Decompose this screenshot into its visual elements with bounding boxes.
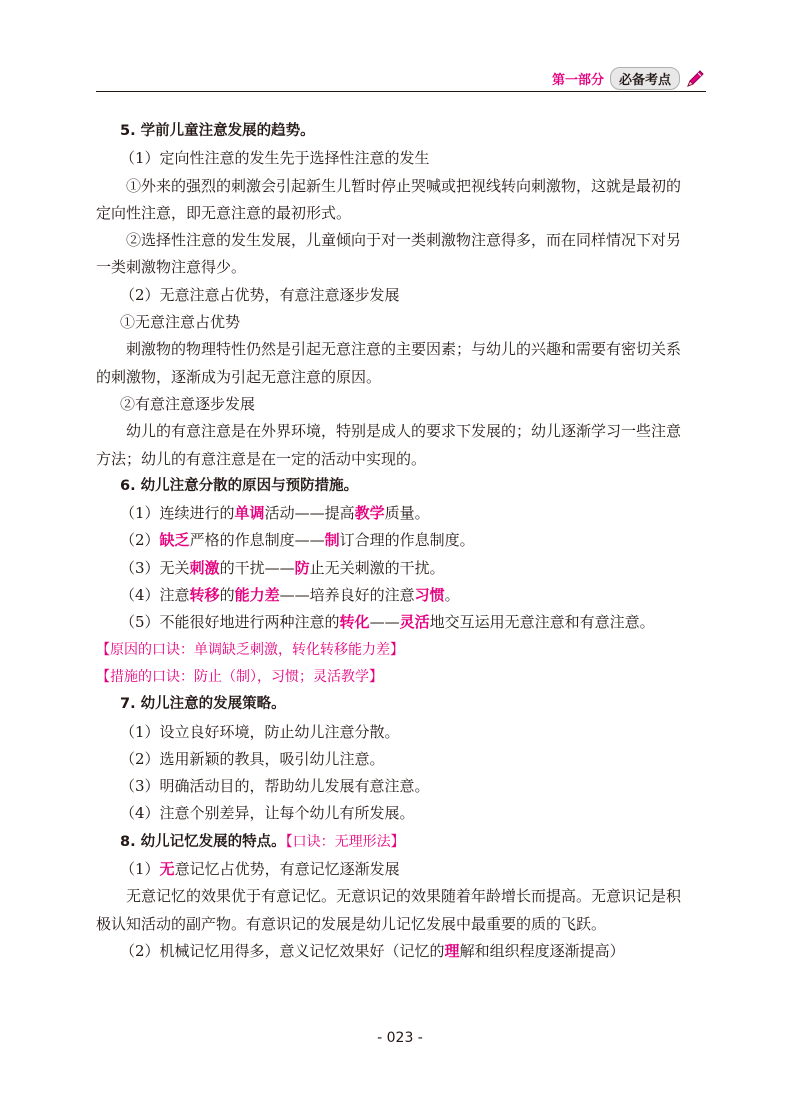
part-label: 第一部分 — [551, 73, 604, 88]
list-item: （1）无意记忆占优势，有意记忆逐渐发展 — [120, 860, 400, 879]
list-item: （4）注意个别差异，让每个幼儿有所发展。 — [120, 804, 415, 823]
list-item: （2）缺乏严格的作息制度——制订合理的作息制度。 — [120, 531, 475, 550]
header-label-group — [552, 67, 706, 90]
paragraph-line: （2）无意注意占优势，有意注意逐步发展 — [120, 285, 400, 304]
paragraph-line: 幼儿的有意注意是在外界环境，特别是成人的要求下发展的；幼儿逐渐学习一些注意 — [126, 422, 682, 441]
list-item: （3）明确活动目的，帮助幼儿发展有意注意。 — [120, 777, 430, 796]
paragraph-line: 无意记忆的效果优于有意记忆。无意识记的效果随着年龄增长而提高。无意识记是积 — [126, 887, 682, 906]
section-heading-5: 5. 学前儿童注意发展的趋势。 — [120, 123, 315, 139]
header-rule — [96, 91, 706, 92]
paragraph-line: 方法；幼儿的有意注意是在一定的活动中实现的。 — [96, 449, 427, 468]
list-item: （1）连续进行的单调活动——提高教学质量。 — [120, 504, 430, 523]
page-number: - 023 - — [377, 1030, 423, 1046]
list-item: （3）无关刺激的干扰——防止无关刺激的干扰。 — [120, 558, 445, 577]
paragraph-line: ②选择性注意的发生发展，儿童倾向于对一类刺激物注意得多，而在同样情况下对另 — [126, 231, 682, 250]
section-heading-8: 8. 幼儿记忆发展的特点。【口诀：无理形法】 — [120, 833, 405, 850]
paragraph-line: ①无意注意占优势 — [120, 313, 241, 332]
section-heading-7: 7. 幼儿注意的发展策略。 — [120, 696, 286, 713]
pencil-icon — [684, 68, 706, 90]
paragraph-line: 定向性注意，即无意注意的最初形式。 — [96, 203, 352, 222]
paragraph-line: ②有意注意逐步发展 — [120, 394, 256, 413]
mnemonic-tip: 【原因的口诀：单调缺乏刺激，转化转移能力差】 — [96, 641, 404, 658]
section-heading-6: 6. 幼儿注意分散的原因与预防措施。 — [120, 477, 359, 494]
paragraph-line: ①外来的强烈的刺激会引起新生儿暂时停止哭喊或把视线转向刺激物，这就是最初的 — [126, 176, 682, 195]
list-item: （4）注意转移的能力差——培养良好的注意习惯。 — [120, 586, 460, 605]
page-body — [96, 118, 706, 965]
list-item: （1）设立良好环境，防止幼儿注意分散。 — [120, 722, 400, 741]
list-item: （2）机械记忆用得多，意义记忆效果好（记忆的理解和组织程度逐渐提高） — [120, 941, 625, 960]
running-header — [96, 64, 706, 94]
list-item: （2）选用新颖的教具，吸引幼儿注意。 — [120, 749, 385, 768]
paragraph-line: 一类刺激物注意得少。 — [96, 258, 247, 277]
list-item: （5）不能很好地进行两种注意的转化——灵活地交互运用无意注意和有意注意。 — [120, 613, 655, 632]
section-badge: 必备考点 — [610, 67, 680, 90]
paragraph-line: 极认知活动的副产物。有意识记的发展是幼儿记忆发展中最重要的质的飞跃。 — [96, 914, 607, 933]
paragraph-line: 的刺激物，逐渐成为引起无意注意的原因。 — [96, 367, 382, 386]
mnemonic-tip: 【措施的口诀：防止（制），习惯；灵活教学】 — [96, 668, 383, 685]
paragraph-line: （1）定向性注意的发生先于选择性注意的发生 — [120, 149, 430, 168]
paragraph-line: 刺激物的物理特性仍然是引起无意注意的主要因素；与幼儿的兴趣和需要有密切关系 — [126, 340, 682, 359]
